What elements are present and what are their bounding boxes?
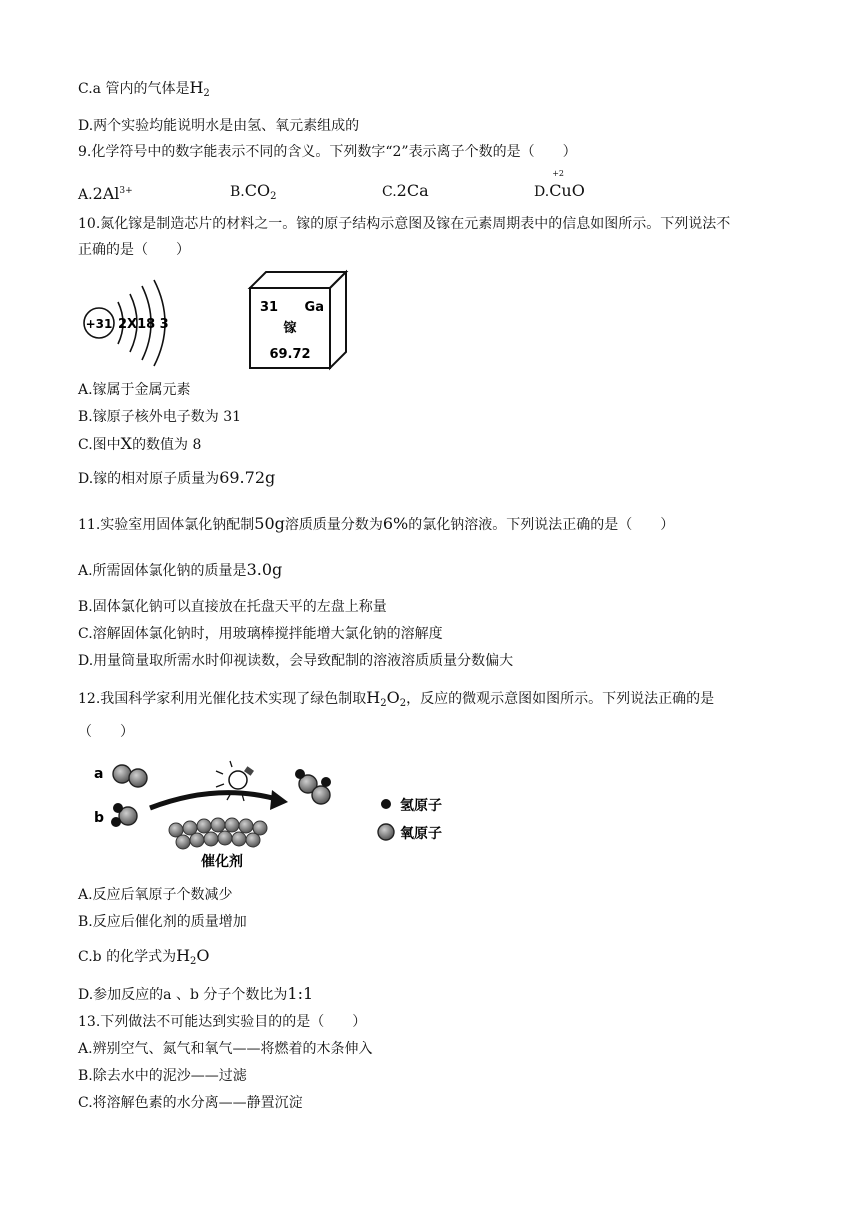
oxygen-atom: [312, 786, 330, 804]
gallium-atom-structure-diagram: [80, 278, 190, 373]
element-name: 镓: [283, 321, 297, 336]
hydrogen-atom: [111, 817, 121, 827]
q10-option-c: C.图中X的数值为 8: [78, 434, 202, 453]
q10-stem-line1: 10.氮化镓是制造芯片的材料之一。镓的原子结构示意图及镓在元素周期表中的信息如图所示。下列说法不: [78, 216, 731, 232]
q11-option-d: D.用量筒量取所需水时仰视读数，会导致配制的溶液溶质质量分数偏大: [78, 653, 514, 669]
oxygen-atom: [129, 769, 147, 787]
q9-option-b: $B.CO_2$: [230, 181, 277, 202]
arrow-head: [270, 790, 288, 810]
gallium-periodic-table-cell: [246, 268, 350, 372]
q9-stem: 9.化学符号中的数字能表示不同的含义。下列数字“2”表示离子个数的是（ ）: [78, 144, 577, 160]
q10-option-a: A.镓属于金属元素: [78, 382, 191, 398]
q9-option-c: C.2Ca: [382, 181, 429, 200]
reaction-arrow: [150, 793, 280, 808]
q12-option-d: D.参加反应的a 、b 分子个数比为1:1: [78, 984, 314, 1003]
q8-option-d: D.两个实验均能说明水是由氢、氧元素组成的: [78, 118, 360, 134]
q11-option-b: B.固体氯化钠可以直接放在托盘天平的左盘上称量: [78, 599, 387, 615]
q9-option-d: D. +2 CuO: [534, 169, 585, 200]
q12-option-b: B.反应后催化剂的质量增加: [78, 914, 247, 930]
q11-option-a: A.所需固体氯化钠的质量是3.0g: [78, 560, 283, 579]
legend-oxygen-icon: [378, 824, 394, 840]
q10-option-b: B.镓原子核外电子数为 31: [78, 409, 242, 425]
q10-stem-line2: 正确的是（ ）: [78, 242, 190, 258]
q12-stem-line1: 12.我国科学家利用光催化技术实现了绿色制取$H_2O_2$，反应的微观示意图如图所示。下列说法正确的是: [78, 688, 715, 709]
element-symbol: Ga: [304, 300, 324, 315]
atomic-number: 31: [260, 300, 279, 315]
q12-stem-line2: （ ）: [78, 724, 134, 740]
hydrogen-atom: [113, 803, 123, 813]
oxygen-atom: [113, 765, 131, 783]
label-a: a: [94, 766, 104, 782]
shell-electrons: 2X18 3: [118, 317, 169, 332]
q13-option-a: A.辨别空气、氮气和氧气——将燃着的木条伸入: [78, 1041, 373, 1057]
q11-stem: 11.实验室用固体氯化钠配制50g溶质质量分数为6%的氯化钠溶液。下列说法正确的是（ ）: [78, 514, 675, 533]
q13-stem: 13.下列做法不可能达到实验目的的是（ ）: [78, 1014, 367, 1030]
q9-option-a: $A.2Al^{3+}$: [78, 184, 133, 203]
q10-option-d: D.镓的相对原子质量为69.72g: [78, 468, 276, 487]
label-b: b: [94, 810, 105, 826]
catalyst-bed: [169, 818, 267, 849]
legend-hydrogen-icon: [381, 799, 391, 809]
q12-option-a: A.反应后氧原子个数减少: [78, 887, 233, 903]
hydrogen-atom: [295, 769, 305, 779]
catalyst-label: 催化剂: [201, 854, 243, 870]
nucleus-charge: +31: [85, 317, 113, 331]
q13-option-b: B.除去水中的泥沙——过滤: [78, 1068, 247, 1084]
q8-option-c: C.a 管内的气体是$H_2$: [78, 78, 210, 99]
legend-oxygen-label: 氧原子: [400, 826, 442, 842]
q12-option-c: C.b 的化学式为$H_2O$: [78, 946, 210, 967]
atomic-mass: 69.72: [269, 347, 311, 362]
q13-option-c: C.将溶解色素的水分离——静置沉淀: [78, 1095, 303, 1111]
hydrogen-atom: [321, 777, 331, 787]
photocatalysis-reaction-diagram: [88, 760, 468, 872]
valence-mark: +2: [552, 169, 564, 178]
legend-hydrogen-label: 氢原子: [400, 798, 442, 814]
q11-option-c: C.溶解固体氯化钠时，用玻璃棒搅拌能增大氯化钠的溶解度: [78, 626, 443, 642]
